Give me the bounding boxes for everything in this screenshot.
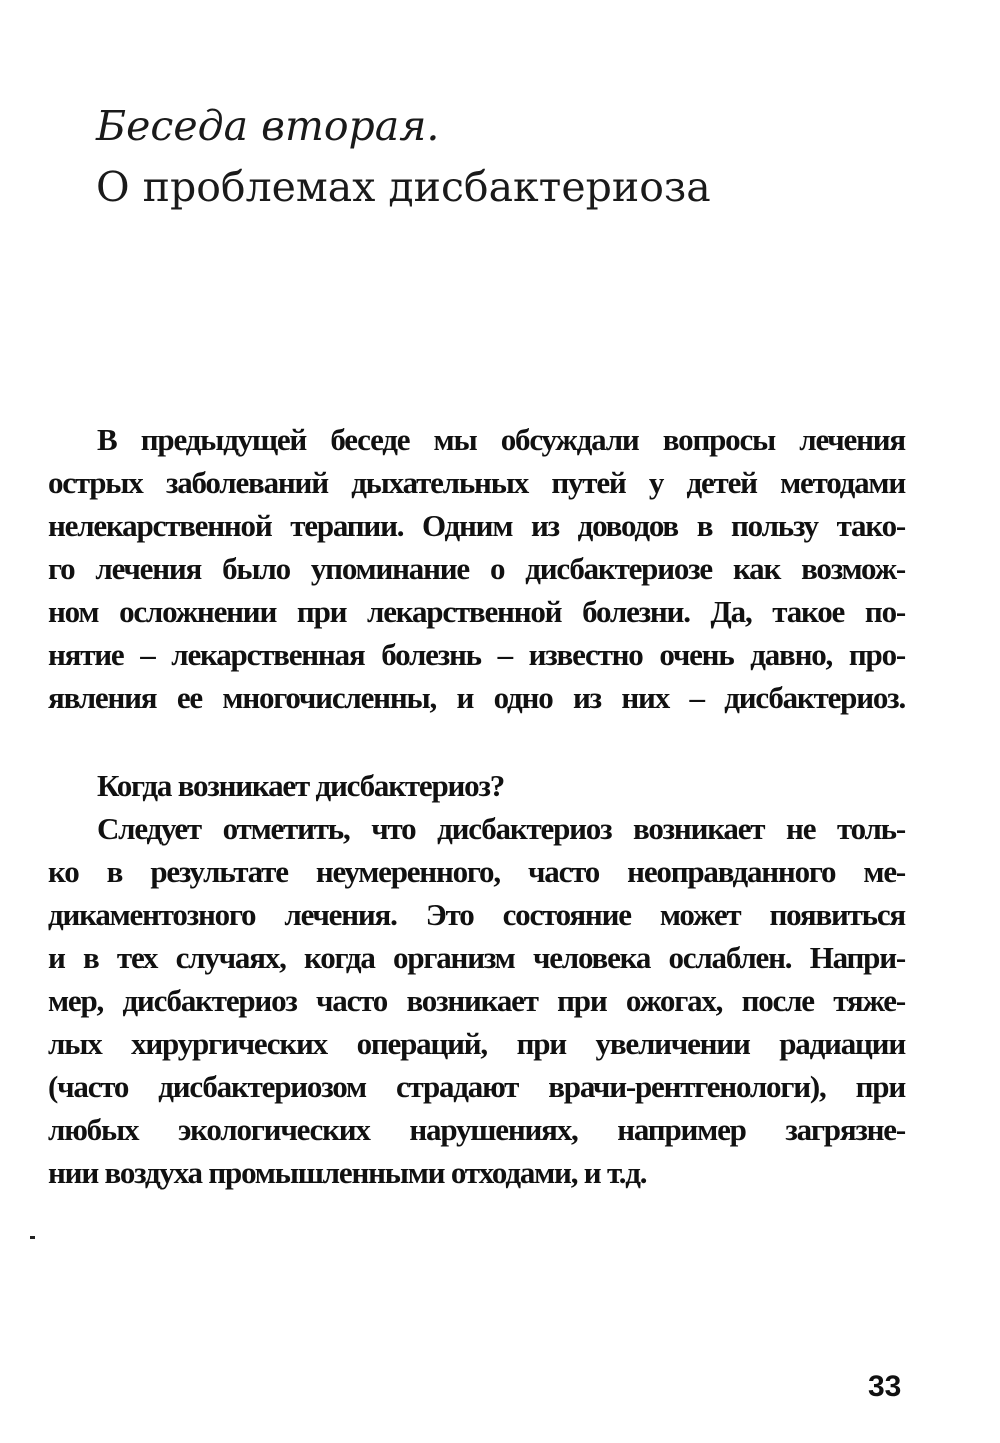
text-line: острых заболеваний дыхательных путей у детей методами [48, 465, 905, 500]
text-line: го лечения было упоминание о дисбактериозе как возмож- [48, 551, 905, 586]
text-line: Следует отметить, что дисбактериоз возникает не толь- [97, 811, 905, 846]
chapter-subtitle: О проблемах дисбактериоза [96, 163, 711, 211]
text-line: ко в результате неумеренного, часто неоправданного ме- [48, 854, 905, 889]
text-line: явления ее многочисленны, и одно из них – дисбактериоз. [48, 680, 905, 715]
scan-mark [30, 1236, 35, 1239]
text-line: (часто дисбактериозом страдают врачи-рентгенологи), при [48, 1069, 905, 1104]
text-line: мер, дисбактериоз часто возникает при ожогах, после тяже- [48, 983, 905, 1018]
paragraph-intro [48, 418, 905, 719]
text-line: нелекарственной терапии. Одним из доводов в пользу тако- [48, 508, 905, 543]
text-line: нии воздуха промышленными отходами, и т.д. [48, 1155, 647, 1190]
text-line: В предыдущей беседе мы обсуждали вопросы лечения [97, 422, 905, 457]
text-line: лых хирургических операций, при увеличении радиации [48, 1026, 905, 1061]
text-line: и в тех случаях, когда организм человека ослаблен. Напри- [48, 940, 905, 975]
text-line: дикаментозного лечения. Это состояние может появиться [48, 897, 905, 932]
section-heading: Когда возникает дисбактериоз? [97, 768, 505, 803]
text-line: любых экологических нарушениях, например загрязне- [48, 1112, 905, 1147]
section-when [48, 764, 905, 1194]
text-line: нятие – лекарственная болезнь – известно очень давно, про- [48, 637, 905, 672]
text-line: ном осложнении при лекарственной болезни. Да, такое по- [48, 594, 905, 629]
page-number: 33 [868, 1370, 902, 1403]
chapter-title: Беседа вторая. [96, 102, 440, 150]
